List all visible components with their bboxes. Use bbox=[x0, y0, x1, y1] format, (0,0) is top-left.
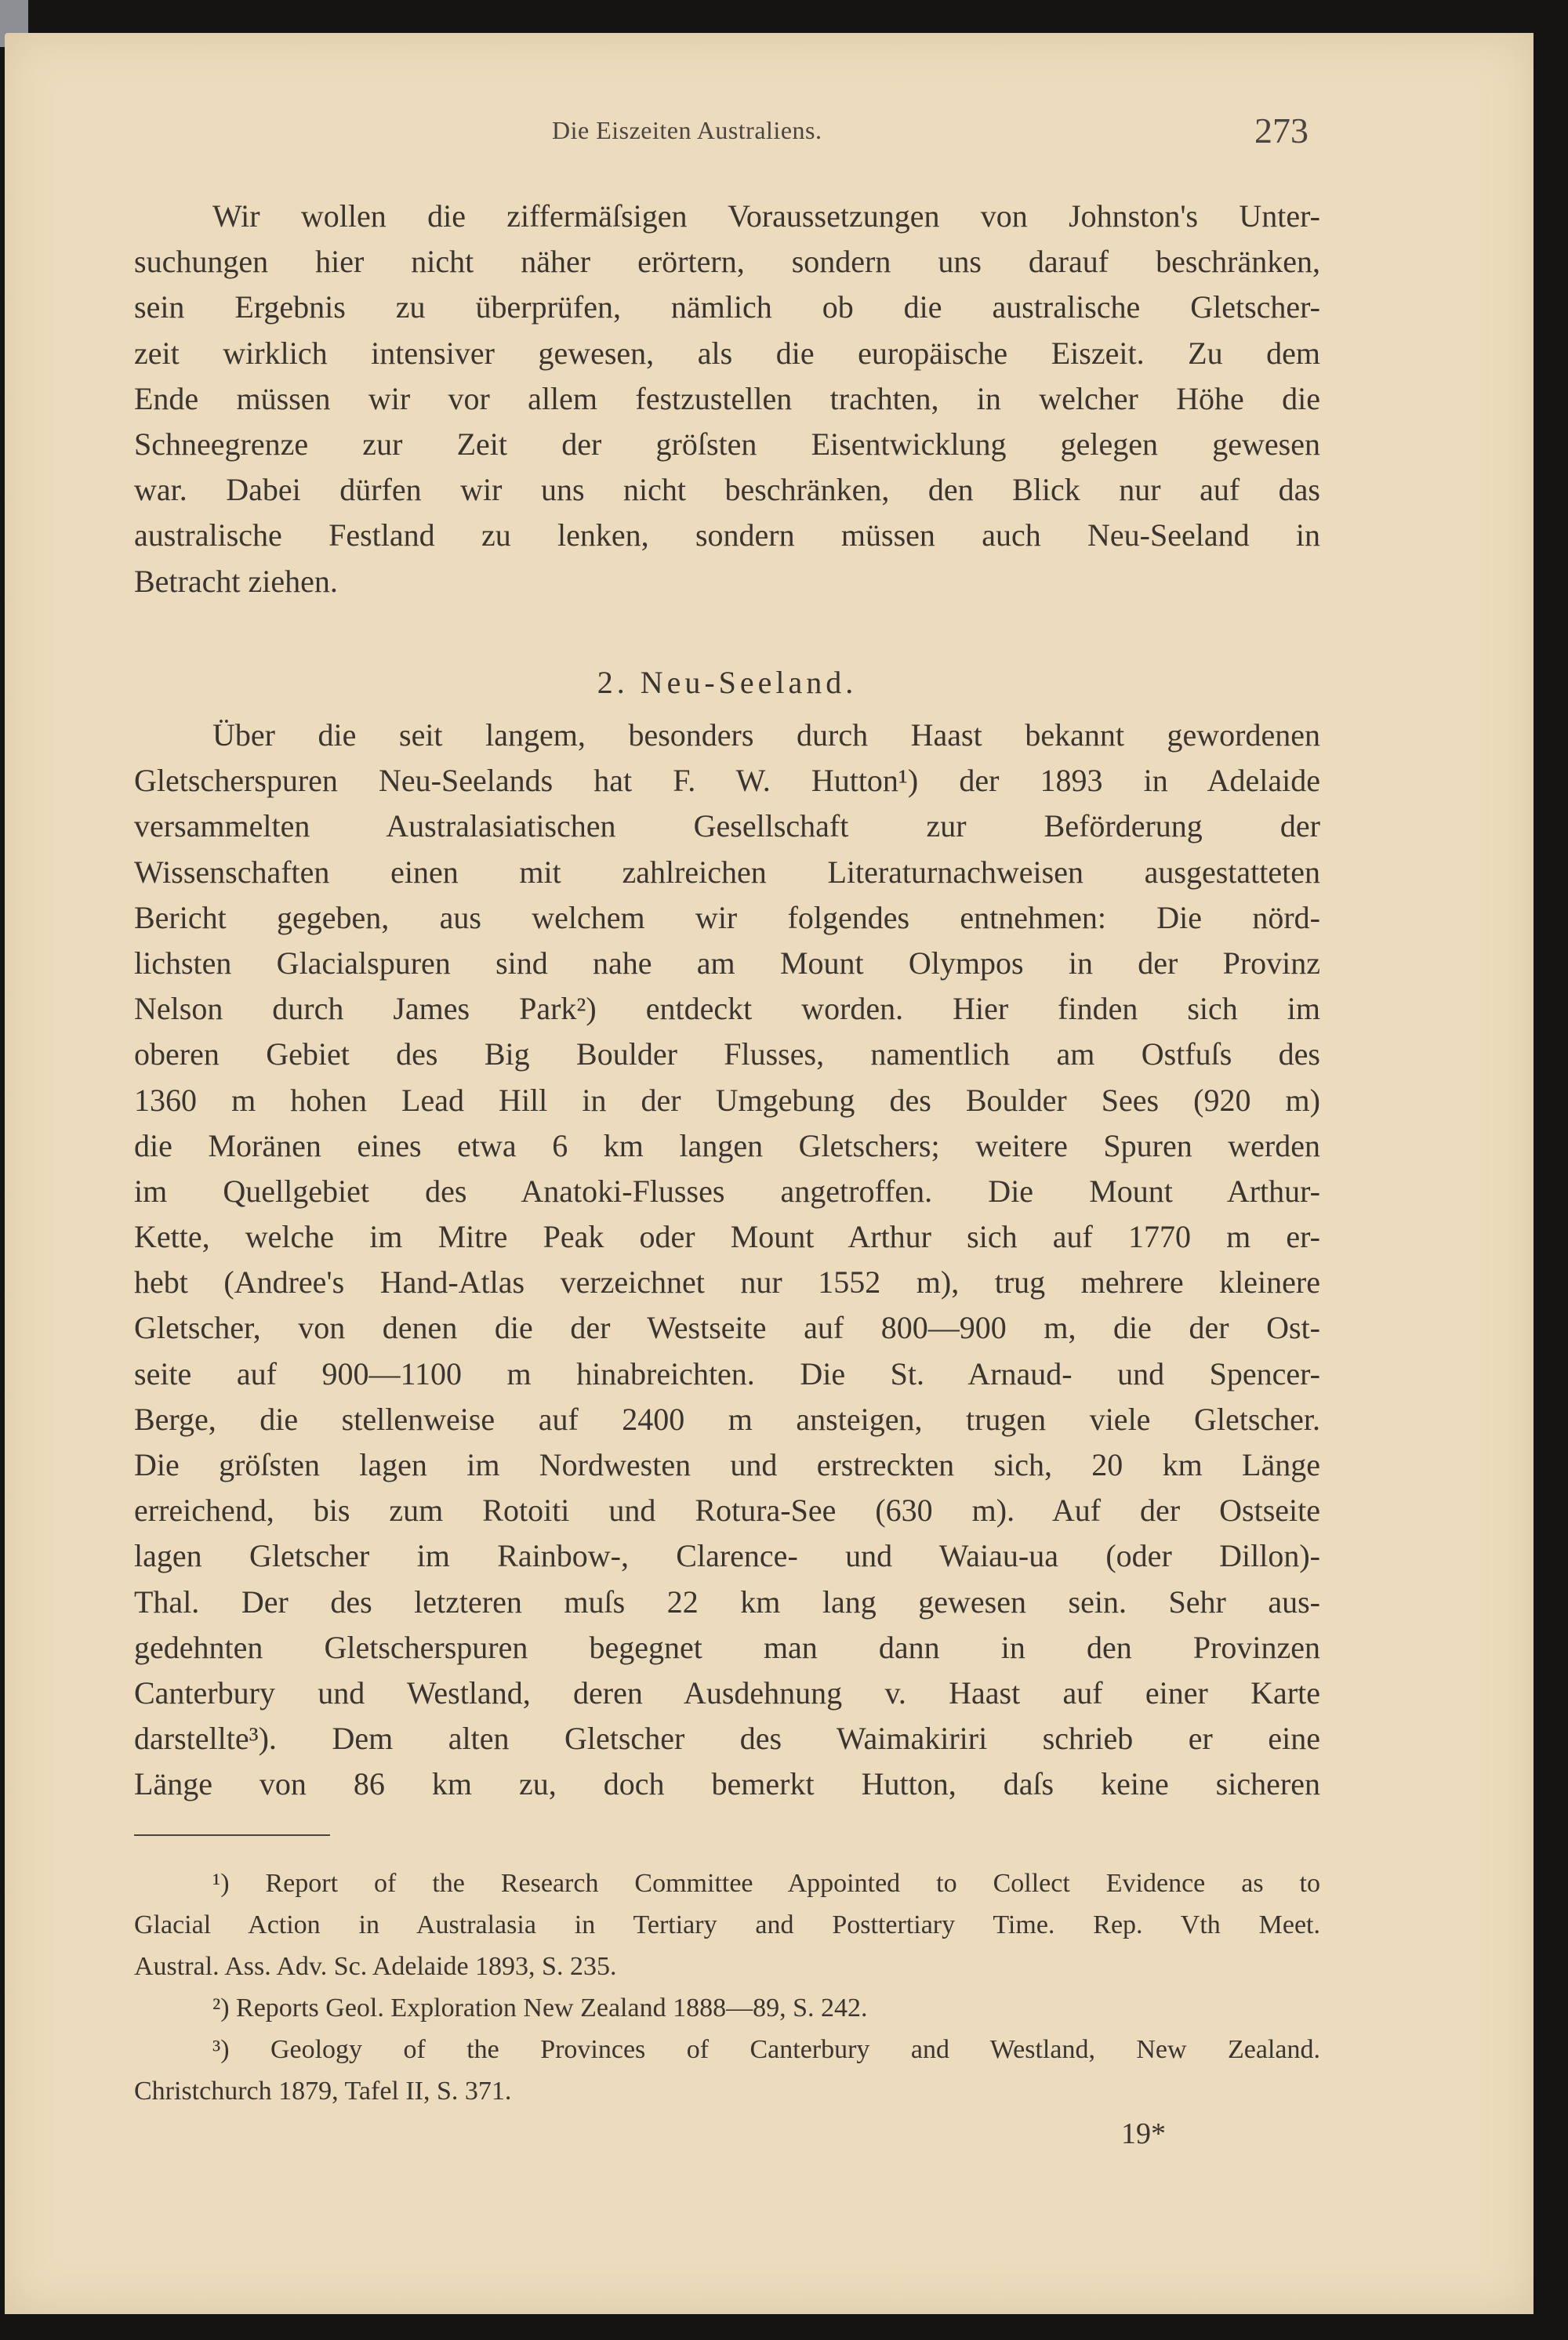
text-line: Betracht ziehen. bbox=[134, 563, 338, 599]
paragraph-1 bbox=[134, 194, 1320, 604]
text-line: Wissenschaften einen mit zahlreichen Literaturnachweisen ausgestatteten bbox=[134, 854, 1320, 890]
text-line: hebt (Andree's Hand-Atlas verzeichnet nur 1552 m), trug mehrere kleinere bbox=[134, 1264, 1320, 1301]
text-line: 1360 m hohen Lead Hill in der Umgebung des Boulder Sees (920 m) bbox=[134, 1082, 1320, 1118]
text-line: sein Ergebnis zu überprüfen, nämlich ob die australische Gletscher- bbox=[134, 289, 1320, 325]
page-number: 273 bbox=[1254, 111, 1308, 151]
text-line: Schneegrenze zur Zeit der gröſsten Eisentwicklung gelegen gewesen bbox=[134, 426, 1320, 462]
text-line: suchungen hier nicht näher erörtern, sondern uns darauf beschränken, bbox=[134, 244, 1320, 280]
text-line: Canterbury und Westland, deren Ausdehnung v. Haast auf einer Karte bbox=[134, 1674, 1320, 1711]
footnotes bbox=[134, 1863, 1320, 2112]
footnote-line: ³) Geology of the Provinces of Canterbury and Westland, New Zealand. bbox=[212, 2035, 1320, 2064]
text-line: gedehnten Gletscherspuren begegnet man dann in den Provinzen bbox=[134, 1629, 1320, 1665]
text-line: darstellte³). Dem alten Gletscher des Waimakiriri schrieb er eine bbox=[134, 1721, 1320, 1757]
footnote-line: Glacial Action in Australasia in Tertiary and Posttertiary Time. Rep. Vth Meet. bbox=[134, 1910, 1320, 1939]
text-line: versammelten Australasiatischen Gesellschaft zur Beförderung der bbox=[134, 808, 1320, 844]
footnote-divider bbox=[134, 1834, 330, 1836]
text-line: Berge, die stellenweise auf 2400 m ansteigen, trugen viele Gletscher. bbox=[134, 1401, 1320, 1437]
text-line: Kette, welche im Mitre Peak oder Mount Arthur sich auf 1770 m er- bbox=[134, 1219, 1320, 1255]
text-line: Gletscher, von denen die der Westseite auf 800—900 m, die der Ost- bbox=[134, 1310, 1320, 1346]
footnote-line: Austral. Ass. Adv. Sc. Adelaide 1893, S. 235. bbox=[134, 1952, 617, 1981]
footnote-line: ²) Reports Geol. Exploration New Zealand 1888—89, S. 242. bbox=[212, 1994, 868, 2023]
text-line: seite auf 900—1100 m hinabreichten. Die St. Arnaud- und Spencer- bbox=[134, 1355, 1320, 1391]
paragraph-2 bbox=[134, 713, 1320, 1808]
text-line: zeit wirklich intensiver gewesen, als die europäische Eiszeit. Zu dem bbox=[134, 335, 1320, 371]
text-line: im Quellgebiet des Anatoki-Flusses angetroffen. Die Mount Arthur- bbox=[134, 1173, 1320, 1209]
signature-mark: 19* bbox=[1121, 2117, 1166, 2150]
text-line: lagen Gletscher im Rainbow-, Clarence- und Waiau-ua (oder Dillon)- bbox=[134, 1538, 1320, 1574]
footnote-line: Christchurch 1879, Tafel II, S. 371. bbox=[134, 2077, 512, 2106]
text-line: lichsten Glacialspuren sind nahe am Mount Olympos in der Provinz bbox=[134, 945, 1320, 981]
text-line: die Moränen eines etwa 6 km langen Gletschers; weitere Spuren werden bbox=[134, 1127, 1320, 1163]
text-line: Ende müssen wir vor allem festzustellen trachten, in welcher Höhe die bbox=[134, 380, 1320, 416]
text-line: Die gröſsten lagen im Nordwesten und erstreckten sich, 20 km Länge bbox=[134, 1447, 1320, 1482]
text-line: erreichend, bis zum Rotoiti und Rotura-See (630 m). Auf der Ostseite bbox=[134, 1493, 1320, 1529]
text-line: Thal. Der des letzteren muſs 22 km lang gewesen sein. Sehr aus- bbox=[134, 1584, 1320, 1620]
text-line: Bericht gegeben, aus welchem wir folgendes entnehmen: Die nörd- bbox=[134, 899, 1320, 935]
text-line: Länge von 86 km zu, doch bemerkt Hutton, daſs keine sicheren bbox=[134, 1766, 1320, 1802]
running-title: Die Eiszeiten Australiens. bbox=[552, 116, 822, 144]
text-line: Über die seit langem, besonders durch Haast bekannt gewordenen bbox=[212, 717, 1320, 753]
text-line: Nelson durch James Park²) entdeckt worden. Hier finden sich im bbox=[134, 991, 1320, 1027]
text-line: oberen Gebiet des Big Boulder Flusses, namentlich am Ostfuſs des bbox=[134, 1036, 1320, 1072]
text-line: Gletscherspuren Neu-Seelands hat F. W. Hutton¹) der 1893 in Adelaide bbox=[134, 763, 1320, 799]
text-line: Wir wollen die ziffermäſsigen Voraussetzungen von Johnston's Unter- bbox=[212, 198, 1320, 234]
text-line: war. Dabei dürfen wir uns nicht beschränken, den Blick nur auf das bbox=[134, 472, 1320, 508]
section-heading: 2. Neu-Seeland. bbox=[597, 665, 858, 700]
footnote-line: ¹) Report of the Research Committee Appointed to Collect Evidence as to bbox=[212, 1869, 1320, 1898]
text-line: australische Festland zu lenken, sondern müssen auch Neu-Seeland in bbox=[134, 517, 1320, 553]
